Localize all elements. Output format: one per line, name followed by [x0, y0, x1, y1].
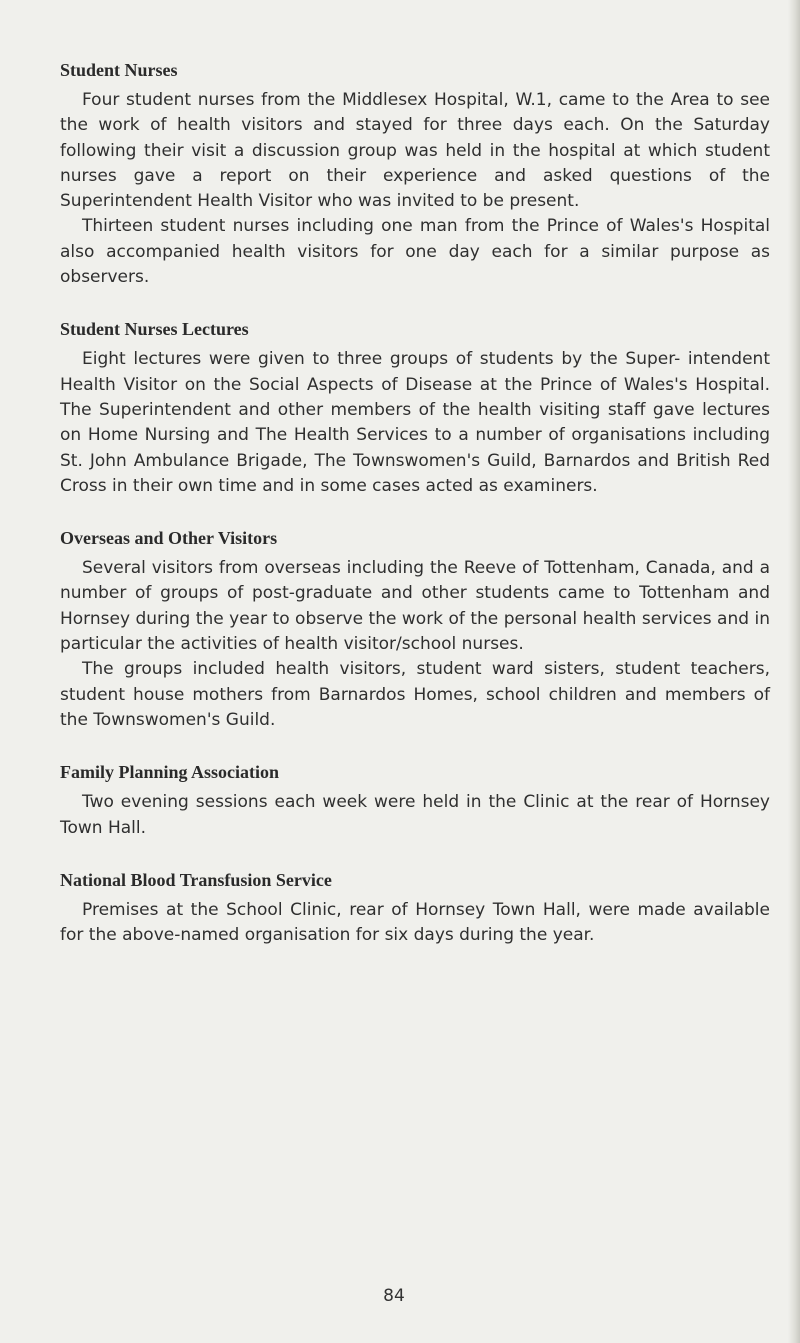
section-heading: Family Planning Association [60, 762, 280, 783]
paragraph: Premises at the School Clinic, rear of Hornsey Town Hall, were made available for the above-named organisation for six days during the year. [60, 899, 770, 946]
section-student-nurses [60, 58, 770, 290]
paragraph: Four student nurses from the Middlesex Hospital, W.1, came to the Area to see the work of health visitors and stayed for three days each. On the Saturday following their visit a discussion group was held in the hospital at which student nurses gave a report on their experience and asked questions of the Superintendent Health Visitor who was invited to be present. [60, 90, 770, 212]
section-student-nurses-lectures [60, 317, 770, 499]
section-family-planning [60, 760, 770, 841]
paragraph: Thirteen student nurses including one man from the Prince of Wales's Hospital also accompanied health visitors for one day each for a similar purpose as observers. [60, 216, 770, 288]
page-number: 84 [383, 1286, 405, 1306]
paragraph: Two evening sessions each week were held in the Clinic at the rear of Hornsey Town Hall. [60, 792, 770, 838]
section-heading: Student Nurses Lectures [60, 319, 249, 340]
paragraph: Eight lectures were given to three groups of students by the Super- intendent Health Visitor on the Social Aspects of Disease at the Prince of Wales's Hospital. The Superintendent and other members of the health visiting staff gave lectures on Home Nursing and The Health Services to a number of organisations including St. John Ambulance Brigade, The Townswomen's Guild, Barnardos and British Red Cross in their own time and in some cases acted as examiners. [60, 349, 770, 496]
paragraph: Several visitors from overseas including the Reeve of Tottenham, Canada, and a number of groups of post-graduate and other students came to Tottenham and Hornsey during the year to observe the work of the personal health services and in particular the activities of health visitor/school nurses. [60, 558, 770, 655]
page-content [60, 58, 770, 975]
page-edge-shadow [788, 0, 800, 1343]
section-overseas-visitors [60, 526, 770, 733]
section-blood-transfusion [60, 868, 770, 949]
section-heading: Student Nurses [60, 60, 178, 80]
section-heading: Overseas and Other Visitors [60, 528, 278, 549]
paragraph: The groups included health visitors, student ward sisters, student teachers, student house mothers from Barnardos Homes, school children and members of the Townswomen's Guild. [60, 659, 770, 730]
section-heading: National Blood Transfusion Service [60, 869, 332, 890]
